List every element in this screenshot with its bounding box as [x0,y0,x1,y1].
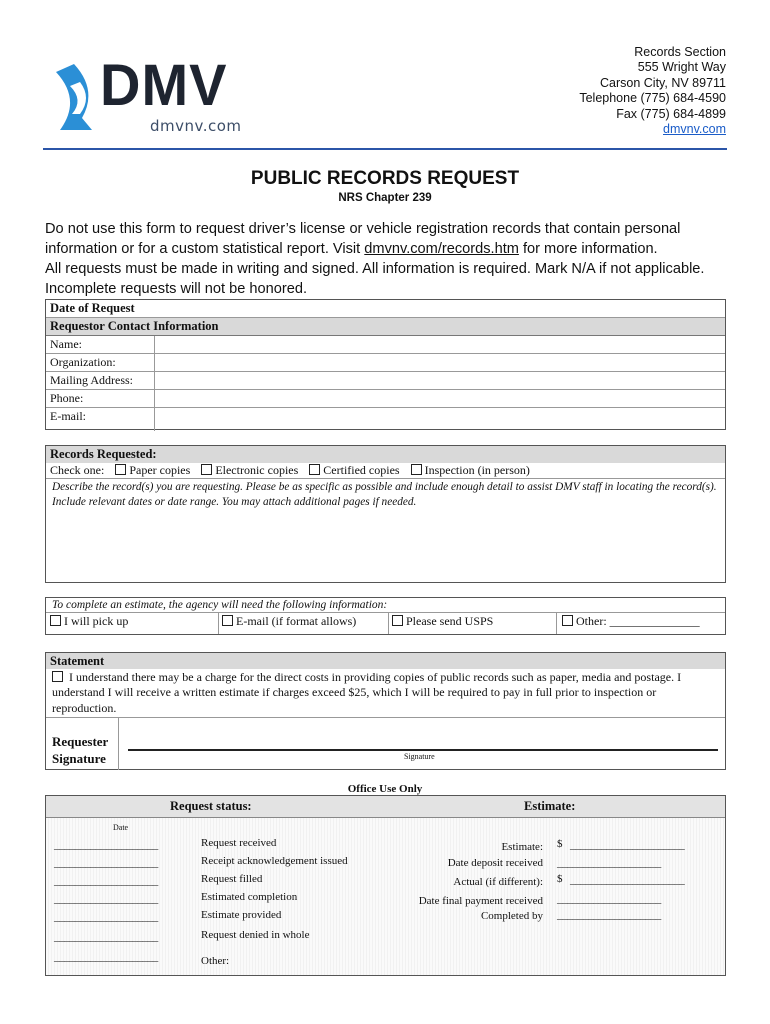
request-status-heading: Request status: [170,799,252,813]
status-item: Request denied in whole [201,929,310,941]
address-line: 555 Wright Way [637,60,726,75]
electronic-copies-option[interactable] [201,463,298,477]
statement-header [46,653,725,669]
date-of-request-row[interactable] [46,300,725,318]
date-caption: Date [113,823,129,832]
record-type-checkboxes [46,463,725,479]
estimate-label: Completed by [480,910,543,922]
status-item: Receipt acknowledgement issued [201,855,348,867]
phone-row[interactable] [46,390,725,408]
pick-up-label: I will pick up [64,614,129,628]
header-divider [43,148,727,150]
certified-copies-option[interactable] [309,463,399,477]
statement-divider [46,717,725,718]
dollar-sign: $ [557,873,563,885]
status-item: Other: [201,955,230,967]
fax: Fax (775) 684-4899 [616,106,726,121]
estimate-label: Date final payment received [418,895,543,907]
address-line: Carson City, NV 89711 [600,75,726,90]
form-title: PUBLIC RECORDS REQUEST [250,168,520,189]
intro-text-a: Do not use this form to request driver’s license or vehicle registration records that contain personal information or for a custom statistical report. Visit [45,221,681,257]
office-header [46,796,725,818]
signature-caption: Signature [404,752,435,761]
status-date-blank[interactable]: ____________________ [54,911,159,923]
statement-text-block [52,670,720,716]
usps-option[interactable] [392,614,493,629]
agency-address [579,45,726,137]
email-row[interactable] [46,408,725,430]
col-divider [556,612,557,634]
contact-section-header [46,318,725,336]
mailing-address-label: Mailing Address: [50,373,133,387]
status-item: Estimate provided [201,909,282,921]
contact-section-label: Requestor Contact Information [50,319,219,333]
status-date-blank[interactable]: ____________________ [54,931,159,943]
mailing-address-row[interactable] [46,372,725,390]
estimate-label: Actual (if different): [453,876,543,888]
estimate-label: Date deposit received [447,857,543,869]
status-item: Request filled [201,873,263,885]
col-divider [388,612,389,634]
email-label: E-mail: [50,409,86,423]
status-date-blank[interactable]: ____________________ [54,893,159,905]
paper-copies-option[interactable] [115,463,190,477]
signature-line[interactable] [128,749,718,751]
status-date-blank[interactable]: ____________________ [54,875,159,887]
intro-paragraph-2: All requests must be made in writing and signed. All information is required. Mark N/A if not applicable. Incomplete requests will not be honored. [45,261,705,297]
email-delivery-checkbox[interactable] [222,615,233,626]
organization-label: Organization: [50,355,116,369]
records-requested-section [45,445,726,583]
estimate-heading: To complete an estimate, the agency will need the following information: [52,599,388,611]
pick-up-checkbox[interactable] [50,615,61,626]
address-line: Records Section [634,45,726,59]
estimate-delivery-section [45,597,726,635]
telephone: Telephone (775) 684-4590 [579,91,726,106]
records-description-field[interactable] [46,512,725,582]
intro-text-b: for more information. [518,241,658,257]
requester-signature-label [52,733,108,767]
deposit-date-blank[interactable]: ____________________ [557,857,662,869]
organization-row[interactable] [46,354,725,372]
usps-checkbox[interactable] [392,615,403,626]
certified-copies-checkbox[interactable] [309,464,320,475]
other-checkbox[interactable] [562,615,573,626]
other-label: Other: _______________ [576,614,700,628]
paper-copies-label: Paper copies [129,463,191,477]
logo-url: dmvnv.com [150,117,242,135]
intro-text [45,219,735,299]
email-delivery-option[interactable] [222,614,356,629]
status-date-blank[interactable]: ____________________ [54,951,159,963]
usps-label: Please send USPS [406,614,494,628]
electronic-copies-label: Electronic copies [215,463,299,477]
dollar-sign: $ [557,838,563,850]
intro-paragraph-1 [45,219,735,259]
final-payment-date-blank[interactable]: ____________________ [557,893,662,905]
check-one-label: Check one: [50,463,105,477]
name-row[interactable] [46,336,725,354]
inspection-label: Inspection (in person) [424,463,530,477]
name-label: Name: [50,337,82,351]
status-date-blank[interactable]: ____________________ [54,857,159,869]
certified-copies-label: Certified copies [323,463,400,477]
records-heading: Records Requested: [50,447,157,461]
estimate-divider [46,612,725,613]
actual-amount-blank[interactable]: ______________________ [570,874,685,886]
sig-divider [118,717,119,770]
website-link[interactable]: dmvnv.com [663,122,726,137]
logo-wordmark: DMV [100,51,228,118]
paper-copies-checkbox[interactable] [115,464,126,475]
statement-text: I understand there may be a charge for the direct costs in providing copies of public records such as paper, media and postage. I understand I will receive a written estimate if charges exceed $25, which I will be required to pay in full prior to inspection or reproduction. [52,670,682,715]
office-use-section [45,795,726,976]
sig-label-line-2: Signature [52,751,106,766]
email-delivery-label: E-mail (if format allows) [236,614,357,628]
records-header [46,446,725,463]
status-item: Estimated completion [201,891,298,903]
col-divider [218,612,219,634]
statement-section [45,652,726,770]
completed-by-blank[interactable]: ____________________ [557,909,662,921]
contact-info-table [45,299,726,430]
phone-label: Phone: [50,391,84,405]
statement-heading: Statement [50,654,105,668]
statement-acknowledge-checkbox[interactable] [52,671,63,682]
records-instructions: Describe the record(s) you are requesting. Please be as specific as possible and include enough detail to assist DMV staff in locating the record(s). Include relevant dates or date range. You may attach additional pages if needed. [52,481,717,508]
estimate-label: Estimate: [501,841,543,853]
other-option[interactable] [562,614,700,629]
inspection-checkbox[interactable] [411,464,422,475]
estimate-amount-blank[interactable]: ______________________ [570,839,685,851]
status-date-blank[interactable]: ____________________ [54,839,159,851]
records-link[interactable]: dmvnv.com/records.htm [364,241,519,257]
sig-label-line-1: Requester [52,734,109,749]
inspection-option[interactable] [411,463,530,477]
electronic-copies-checkbox[interactable] [201,464,212,475]
estimate-heading: Estimate: [524,799,576,813]
pick-up-option[interactable] [50,614,128,629]
date-of-request-label: Date of Request [50,301,135,315]
status-item: Request received [201,837,277,849]
office-use-title: Office Use Only [347,783,423,795]
form-subtitle: NRS Chapter 239 [338,192,432,204]
